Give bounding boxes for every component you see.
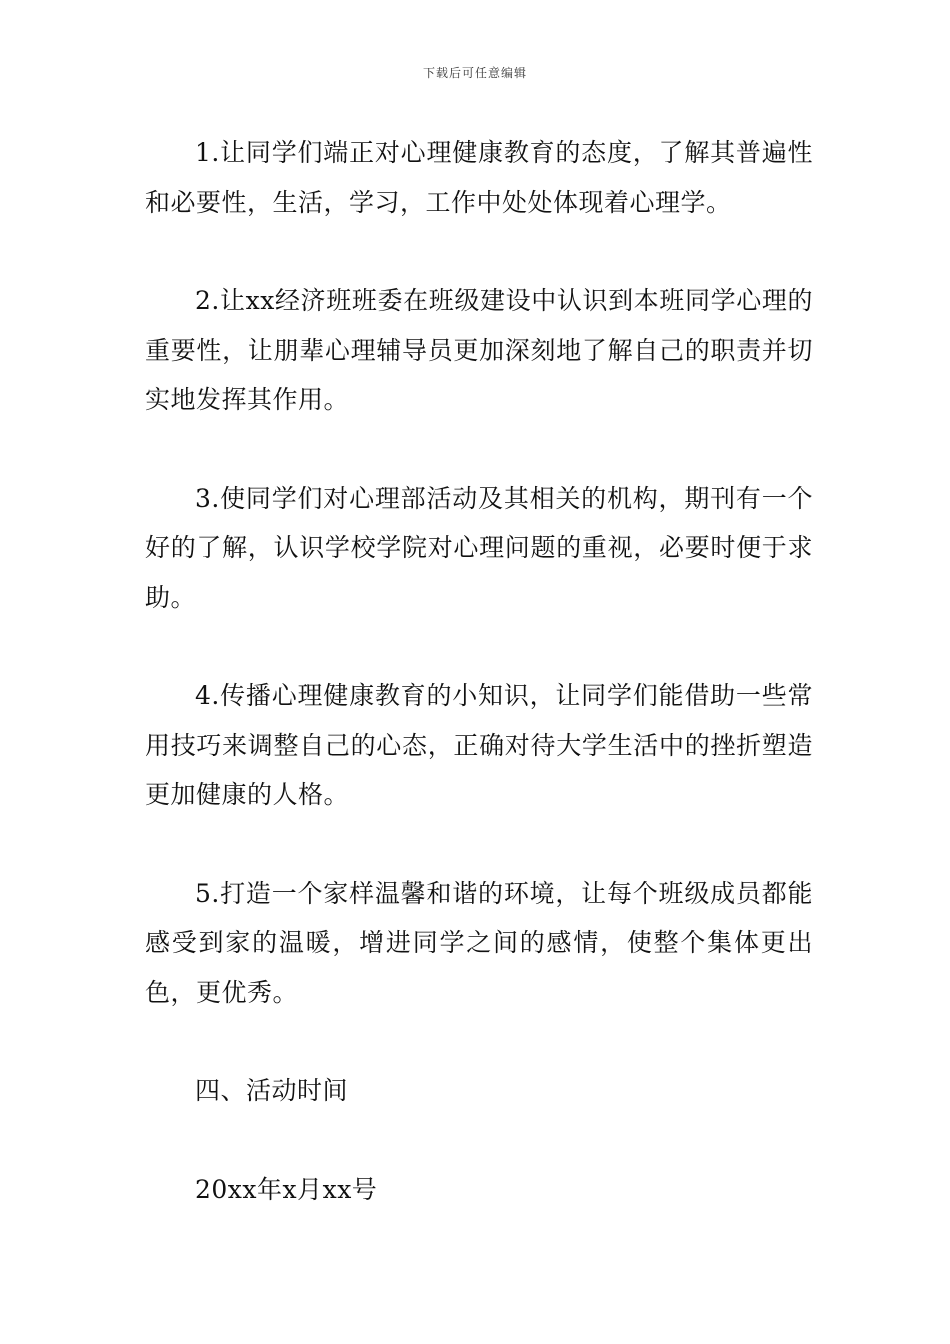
document-body <box>145 128 813 1214</box>
paragraph-goal-2: 2.让xx经济班班委在班级建设中认识到本班同学心理的重要性，让朋辈心理辅导员更加深刻地了解自己的职责并切实地发挥其作用。 <box>145 286 813 414</box>
paragraph-goal-1: 1.让同学们端正对心理健康教育的态度，了解其普遍性和必要性，生活，学习，工作中处处体现着心理学。 <box>145 138 813 217</box>
paragraph-goal-4: 4.传播心理健康教育的小知识，让同学们能借助一些常用技巧来调整自己的心态，正确对待大学生活中的挫折塑造更加健康的人格。 <box>145 681 813 809</box>
page-header: 下载后可任意编辑 <box>422 66 527 80</box>
paragraph-goal-3: 3.使同学们对心理部活动及其相关的机构，期刊有一个好的了解，认识学校学院对心理问题的重视，必要时便于求助。 <box>145 483 813 612</box>
paragraph-goal-5: 5.打造一个家样温馨和谐的环境，让每个班级成员都能感受到家的温暖，增进同学之间的感情，使整个集体更出色，更优秀。 <box>145 878 813 1007</box>
section-heading-activity-time: 四、活动时间 <box>195 1076 349 1105</box>
activity-date: 20xx年x月xx号 <box>195 1174 378 1204</box>
